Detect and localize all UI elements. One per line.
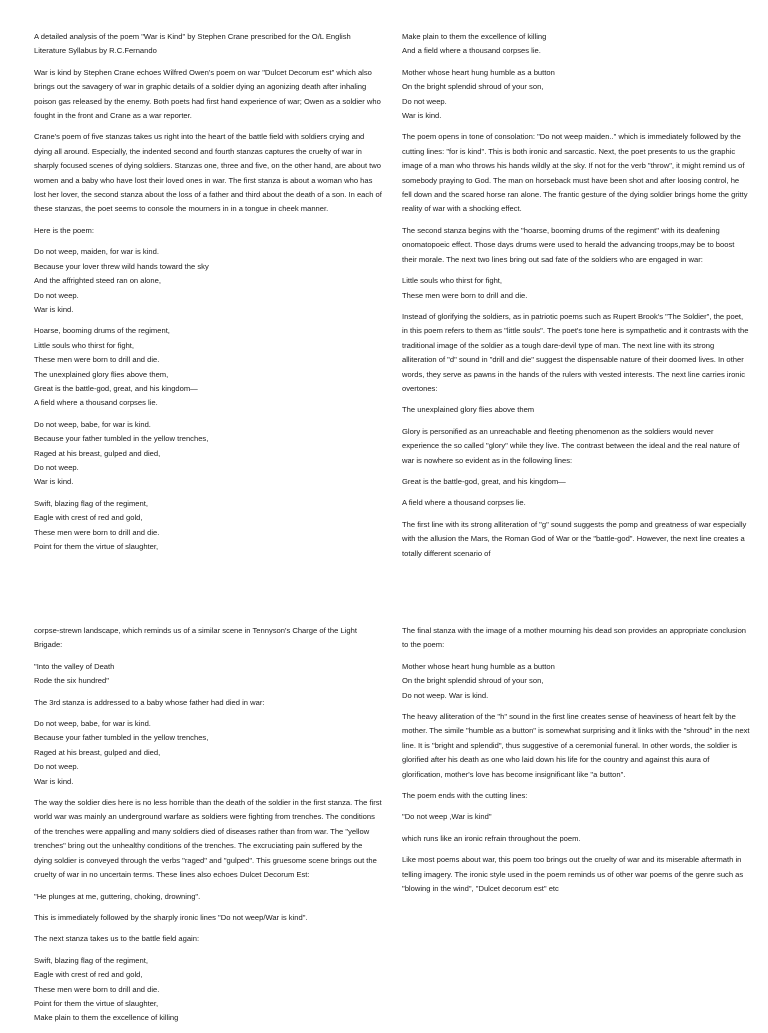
poem-line: And a field where a thousand corpses lie. bbox=[402, 46, 541, 56]
paragraph: The poem opens in tone of consolation: "Do not weep maiden.." which is immediately followed by the cutting lines: "for is kind". This is both ironic and sarcastic. Next, the poet presents to us the graphic image of a man who throws his hands wildly at the sky. If not for the verb "throw", it might remind us of somebody praying to God. The man on horseback must have been shot and after loosing control, he fell down and the scared horse ran alone. The frantic gesture of the dying soldier brings home the gritty reality of war with a shocking effect. bbox=[402, 132, 748, 214]
poem-line: Mother whose heart hung humble as a button bbox=[402, 661, 555, 671]
poem-stanza bbox=[34, 954, 382, 1026]
poem-line: Do not weep. bbox=[34, 462, 79, 472]
poem-stanza bbox=[34, 660, 382, 689]
paragraph: corpse-strewn landscape, which reminds us of a similar scene in Tennyson's Charge of the Light Brigade: bbox=[34, 626, 357, 650]
poem-line: These men were born to drill and die. bbox=[402, 290, 528, 300]
poem-stanza bbox=[34, 245, 382, 317]
paragraph: The next stanza takes us to the battle field again: bbox=[34, 934, 200, 944]
paragraph: The heavy alliteration of the "h" sound in the first line creates sense of heaviness of heart felt by the mother. The simile "humble as a button" is somewhat surprising and it links with the "shroud" in the next line. It is "bright and splendid", thus suggestive of a ceremonial funeral. In other words, the soldier is glorified after his death as one who laid down his life for the country and against this aura of glorification, mother's love has become insignificant like "a button". bbox=[402, 712, 750, 779]
poem-line: On the bright splendid shroud of your son, bbox=[402, 676, 544, 686]
poem-line: Because your lover threw wild hands toward the sky bbox=[34, 261, 209, 271]
poem-stanza bbox=[402, 274, 750, 303]
poem-stanza bbox=[402, 475, 750, 489]
poem-line: War is kind. bbox=[402, 111, 442, 121]
column-bottom-right bbox=[402, 624, 750, 904]
poem-line: War is kind. bbox=[34, 477, 74, 487]
paragraph: "He plunges at me, guttering, choking, drowning". bbox=[34, 891, 201, 901]
poem-line: Little souls who thirst for fight, bbox=[34, 340, 135, 350]
poem-stanza bbox=[34, 497, 382, 555]
column-bottom-left bbox=[34, 624, 382, 1033]
poem-line: Little souls who thirst for fight, bbox=[402, 276, 503, 286]
poem-line: Raged at his breast, gulped and died, bbox=[34, 747, 161, 757]
poem-line: Because your father tumbled in the yellow trenches, bbox=[34, 434, 209, 444]
paragraph: "Do not weep ,War is kind" bbox=[402, 812, 492, 822]
paragraph: The first line with its strong alliteration of "g" sound suggests the pomp and greatness of war especially with the allusion the Mars, the Roman God of War or the "battle-god". However, the next line creates a totally different scenario of bbox=[402, 519, 747, 558]
paragraph: The 3rd stanza is addressed to a baby whose father had died in war: bbox=[34, 697, 265, 707]
paragraph: This is immediately followed by the sharply ironic lines "Do not weep/War is kind". bbox=[34, 912, 308, 922]
poem-stanza bbox=[402, 660, 750, 703]
poem-line: The unexplained glory flies above them, bbox=[34, 369, 169, 379]
poem-line: Mother whose heart hung humble as a button bbox=[402, 67, 555, 77]
paragraph: The second stanza begins with the "hoarse, booming drums of the regiment" with its deafening onomatopoeic effect. Those days drums were used to herald the advancing troops,may be to boost their morale. The next two lines bring out sad fate of the soldiers who are engaged in war: bbox=[402, 225, 735, 264]
poem-line: The unexplained glory flies above them bbox=[402, 405, 535, 415]
paragraph: The final stanza with the image of a mother mourning his dead son provides an appropriate conclusion to the poem: bbox=[402, 626, 747, 650]
poem-line: "Into the valley of Death bbox=[34, 661, 115, 671]
poem-line: Do not weep, babe, for war is kind. bbox=[34, 719, 151, 729]
poem-line: Do not weep, maiden, for war is kind. bbox=[34, 247, 159, 257]
poem-line: Raged at his breast, gulped and died, bbox=[34, 448, 161, 458]
poem-stanza bbox=[402, 66, 750, 124]
poem-stanza bbox=[402, 496, 750, 510]
poem-line: Swift, blazing flag of the regiment, bbox=[34, 955, 148, 965]
poem-line: These men were born to drill and die. bbox=[34, 984, 160, 994]
paragraph: War is kind by Stephen Crane echoes Wilfred Owen's poem on war "Dulcet Decorum est" which also brings out the savagery of war in graphic details of a soldier dying an agonizing death after inhaling poison gas released by the enemy. Both poets had first hand experience of war; Owen as a soldier who fought in the front and Crane as a war reporter. bbox=[34, 67, 381, 121]
poem-line: Do not weep, babe, for war is kind. bbox=[34, 419, 151, 429]
poem-line: Great is the battle-god, great, and his kingdom— bbox=[402, 476, 566, 486]
poem-line: Make plain to them the excellence of killing bbox=[402, 32, 547, 41]
poem-line: Do not weep. War is kind. bbox=[402, 690, 489, 700]
paragraph: Crane's poem of five stanzas takes us right into the heart of the battle field with soldiers crying and dying all around. Especially, the indented second and fourth stanzas captures the cruelty of war in sharply focused scenes of dying soldiers. Stanzas one, three and five, on the other hand, are about two women and a baby who have lost their loved ones in war. The first stanza is about a woman who has lost her lover, the second stanza about the loss of a father and third about the death of a son. In each of these stanzas, the poet seems to console the mourners in in a tongue in cheek manner. bbox=[34, 132, 382, 214]
poem-line: Do not weep. bbox=[34, 290, 79, 300]
column-top-left bbox=[34, 30, 382, 561]
poem-line: War is kind. bbox=[34, 304, 74, 314]
paragraph: The poem ends with the cutting lines: bbox=[402, 791, 528, 801]
poem-line: These men were born to drill and die. bbox=[34, 355, 160, 365]
paragraph: which runs like an ironic refrain throughout the poem. bbox=[402, 833, 581, 843]
poem-line: Point for them the virtue of slaughter, bbox=[34, 998, 159, 1008]
poem-line: A field where a thousand corpses lie. bbox=[34, 398, 158, 408]
poem-line: Hoarse, booming drums of the regiment, bbox=[34, 326, 170, 336]
paragraph: The way the soldier dies here is no less horrible than the death of the soldier in the first stanza. The first world war was mainly an underground warfare as soldiers were fighting from trenches. The conditions of the trenches were appalling and many soldiers died of diseases rather than from war. The "yellow trenches" bring out the unhealthy conditions of the trenches. The excruciating pain suffered by the dying soldier is conveyed through the verbs "raged" and "gulped". This gruesome scene brings out the cruelty of war in no uncertain terms. These lines also echoes Dulcet Decorum Est: bbox=[34, 798, 382, 880]
poem-stanza bbox=[34, 418, 382, 490]
poem-line: These men were born to drill and die. bbox=[34, 527, 160, 537]
poem-stanza bbox=[34, 324, 382, 410]
poem-stanza bbox=[402, 403, 750, 417]
poem-line: Do not weep. bbox=[402, 96, 447, 106]
paragraph: A detailed analysis of the poem "War is Kind" by Stephen Crane prescribed for the O/L English Literature Syllabus by R.C.Fernando bbox=[34, 32, 351, 56]
paragraph: Here is the poem: bbox=[34, 225, 94, 235]
poem-stanza bbox=[402, 30, 750, 59]
paragraph: Like most poems about war, this poem too brings out the cruelty of war and its miserable aftermath in telling imagery. The ironic style used in the poem reminds us of other war poems of the genre such as "blowing in the wind", "Dulcet decorum est" etc bbox=[402, 855, 744, 894]
poem-line: Great is the battle-god, great, and his kingdom— bbox=[34, 383, 198, 393]
column-top-right bbox=[402, 30, 750, 568]
poem-line: Point for them the virtue of slaughter, bbox=[34, 542, 159, 551]
paragraph: Instead of glorifying the soldiers, as in patriotic poems such as Rupert Brook's "The Soldier", the poet, in this poem refers to them as "little souls". The poet's tone here is sympathetic and it contrasts with the traditional image of the soldier as a tough dare-devil type of man. The next line with its strong alliteration of "d" sound in "drill and die" suggest the dispensable nature of their doomed lives. In other words, they serve as pawns in the hands of the rulers with vested interests. The next line carries ironic overtones: bbox=[402, 311, 749, 393]
poem-line: Eagle with crest of red and gold, bbox=[34, 513, 143, 523]
poem-line: Eagle with crest of red and gold, bbox=[34, 970, 143, 980]
paragraph: Glory is personified as an unreachable and fleeting phenomenon as the soldiers would never experience the so called "glory" while they live. The contrast between the ideal and the real nature of war is nowhere so evident as in the following lines: bbox=[402, 426, 740, 465]
poem-line: A field where a thousand corpses lie. bbox=[402, 498, 526, 508]
poem-line: Because your father tumbled in the yellow trenches, bbox=[34, 733, 209, 743]
poem-line: Rode the six hundred" bbox=[34, 676, 109, 686]
poem-line: Do not weep. bbox=[34, 762, 79, 772]
poem-line: And the affrighted steed ran on alone, bbox=[34, 276, 161, 286]
poem-line: Swift, blazing flag of the regiment, bbox=[34, 498, 148, 508]
poem-line: War is kind. bbox=[34, 776, 74, 786]
poem-line: Make plain to them the excellence of killing bbox=[34, 1013, 179, 1023]
poem-line: On the bright splendid shroud of your son, bbox=[402, 82, 544, 92]
poem-stanza bbox=[34, 717, 382, 789]
